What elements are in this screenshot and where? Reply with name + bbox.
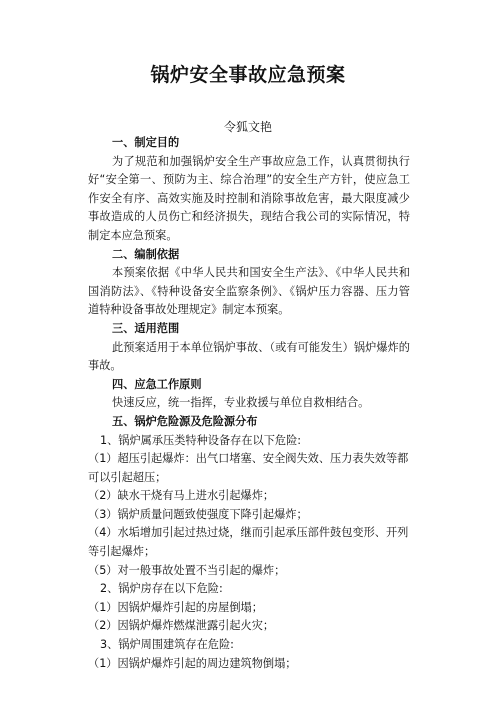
section-paragraph-scope: 此预案适用于本单位锅炉事故、（或有可能发生）锅炉爆炸的事故。 bbox=[88, 340, 410, 373]
document-author: 令狐文艳 bbox=[223, 120, 272, 134]
hazard-item: 2、锅炉房存在以下危险: bbox=[100, 582, 223, 596]
hazard-item: （1）超压引起爆炸：出气口堵塞、安全阀失效、压力表失效等都可以引起超压； bbox=[88, 452, 409, 484]
document-body bbox=[88, 134, 410, 673]
document-title: 锅炉安全事故应急预案 bbox=[150, 64, 346, 86]
hazard-item: （5）对一般事故处置不当引起的爆炸； bbox=[88, 563, 286, 577]
hazard-item: 1、锅炉属承压类特种设备存在以下危险: bbox=[100, 433, 302, 447]
hazard-item: （1）因锅炉爆炸引起的周边建筑物倒塌； bbox=[88, 656, 297, 670]
hazard-item: 3、锅炉周围建筑存在危险: bbox=[100, 638, 234, 652]
section-heading-basis: 二、编制依据 bbox=[112, 247, 180, 261]
hazard-item: （2）因锅炉爆炸燃煤泄露引起火灾； bbox=[88, 619, 275, 633]
section-heading-hazards: 五、锅炉危险源及危险源分布 bbox=[112, 414, 258, 428]
section-heading-principles: 四、应急工作原则 bbox=[112, 377, 202, 391]
section-paragraph-principles: 快速反应，统一指挥，专业救援与单位自救相结合。 bbox=[112, 396, 370, 410]
hazard-item: （1）因锅炉爆炸引起的房屋倒塌； bbox=[88, 600, 263, 614]
hazard-item: （4）水垢增加引起过热过烧，继而引起承压部件鼓包变形、开列等引起爆炸； bbox=[88, 526, 409, 559]
section-paragraph-purpose: 为了规范和加强锅炉安全生产事故应急工作，认真贯彻执行好“安全第一、预防为主、综合治理”的安全生产方针，使应急工作安全有序、高效实施及时控制和消除事故危害，最大限度减少事故造成的人员伤亡和经济损失，现结合我公司的实际情况，特制定本应急预案。 bbox=[88, 154, 410, 242]
section-heading-purpose: 一、制定目的 bbox=[112, 136, 180, 149]
section-heading-scope: 三、适用范围 bbox=[112, 321, 180, 335]
section-paragraph-basis: 本预案依据《中华人民共和国安全生产法》、《中华人民共和国消防法》、《特种设备安全监察条例》、《锅炉压力容器、压力管道特种设备事故处理规定》制定本预案。 bbox=[88, 266, 410, 317]
hazard-item: （2）缺水干烧有马上进水引起爆炸； bbox=[88, 489, 275, 503]
hazard-item: （3）锅炉质量问题致使强度下降引起爆炸； bbox=[88, 507, 308, 521]
